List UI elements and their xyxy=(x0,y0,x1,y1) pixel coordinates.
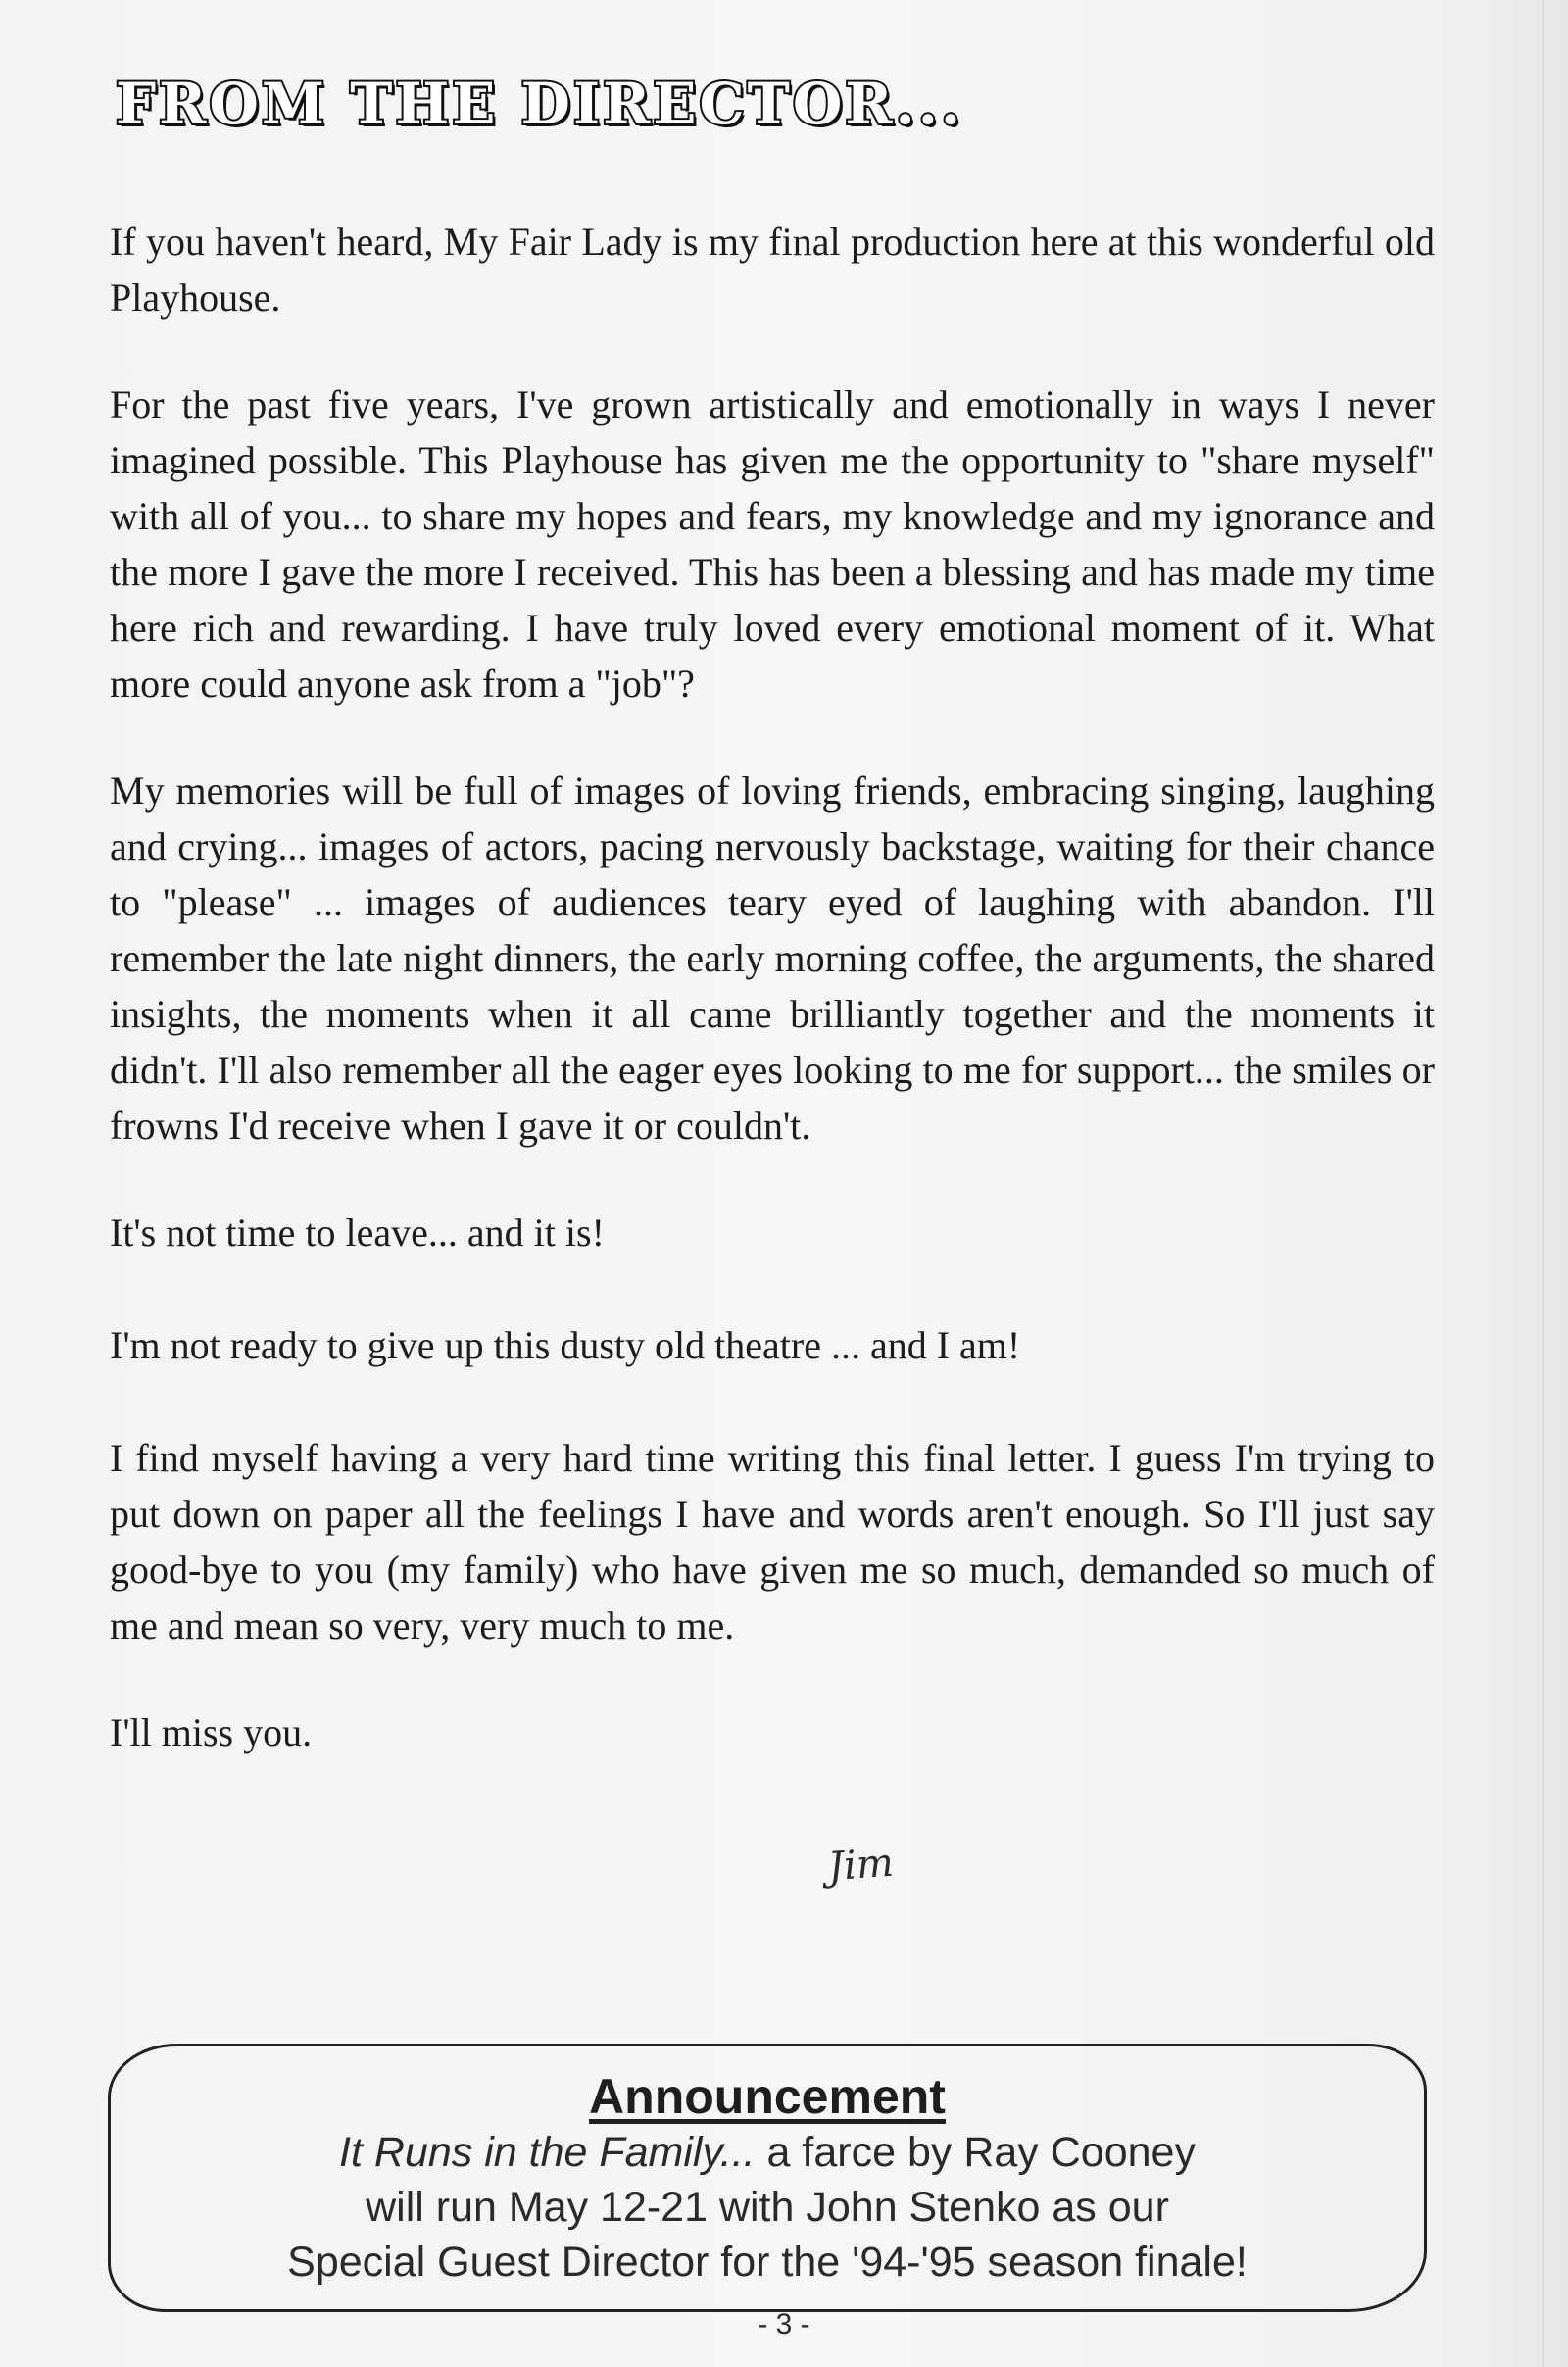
page-edge xyxy=(1543,0,1544,2367)
signature: Jim xyxy=(826,1840,896,1891)
page-title: FROM THE DIRECTOR... xyxy=(116,71,964,137)
play-title: It Runs in the Family... xyxy=(339,2129,756,2176)
announcement-line-2: will run May 12-21 with John Stenko as our xyxy=(366,2184,1169,2231)
play-description: a farce by Ray Cooney xyxy=(755,2129,1196,2176)
paragraph-miss-you: I'll miss you. xyxy=(110,1710,313,1754)
paragraph-goodbye: I find myself having a very hard time writing this final letter. I guess I'm trying to put down on paper all the feelings I have and words aren't enough. So I'll just say good-bye to you (my family) who have given me so much, demanded so much of me and mean so very, very much to me. xyxy=(110,1436,1435,1648)
announcement-heading: Announcement xyxy=(589,2069,946,2124)
paragraph-not-ready: I'm not ready to give up this dusty old theatre ... and I am! xyxy=(110,1323,1021,1367)
paragraph-intro: If you haven't heard, My Fair Lady is my final production here at this wonderful old Playhouse. xyxy=(110,220,1435,320)
letter-body xyxy=(110,214,1435,1811)
announcement-line-3: Special Guest Director for the '94-'95 season finale! xyxy=(287,2239,1248,2286)
paragraph-growth: For the past five years, I've grown artistically and emotionally in ways I never imagined possible. This Playhouse has given me the opportunity to "share myself" with all of you... to share my hopes and fears, my knowledge and my ignorance and the more I gave the more I received. This has been a blessing and has made my time here rich and rewarding. I have truly loved every emotional moment of it. What more could anyone ask from a "job"? xyxy=(110,382,1435,706)
announcement-box xyxy=(108,2044,1427,2312)
paragraph-leave: It's not time to leave... and it is! xyxy=(110,1210,605,1255)
paragraph-memories: My memories will be full of images of loving friends, embracing singing, laughing and crying... images of actors, pacing nervously backstage, waiting for their chance to "please" ... images of audiences teary eyed of laughing with abandon. I'll remember the late night dinners, the early morning coffee, the arguments, the shared insights, the moments when it all came brilliantly together and the moments it didn't. I'll also remember all the eager eyes looking to me for support... the smiles or frowns I'd receive when I gave it or couldn't. xyxy=(110,768,1435,1148)
page-number: - 3 - xyxy=(758,2308,810,2341)
announcement-line-1 xyxy=(111,2125,1424,2180)
